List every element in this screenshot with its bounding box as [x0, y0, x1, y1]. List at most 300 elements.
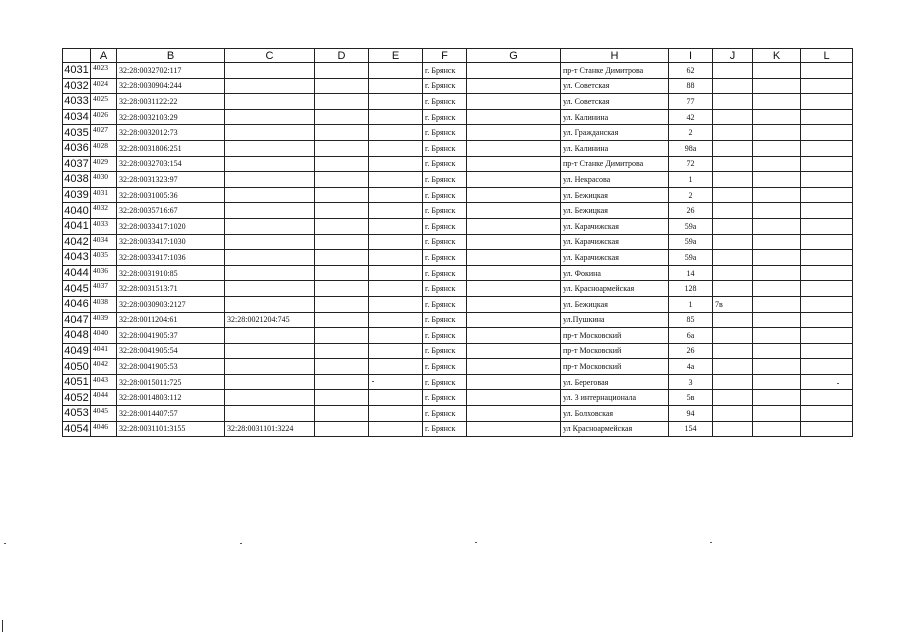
- cell-g[interactable]: [467, 359, 561, 375]
- cell-a[interactable]: 4034: [91, 234, 117, 250]
- cell-a[interactable]: 4033: [91, 218, 117, 234]
- cell-k[interactable]: [753, 359, 801, 375]
- row-number[interactable]: 4046: [64, 298, 89, 311]
- cell-h[interactable]: ул. Бежицкая: [561, 187, 669, 203]
- cell-e[interactable]: [369, 281, 423, 297]
- row-number[interactable]: 4051: [64, 376, 89, 389]
- cell-h[interactable]: ул. Советская: [561, 94, 669, 110]
- cell-h[interactable]: пр-т Московский: [561, 359, 669, 375]
- cell-e[interactable]: [369, 390, 423, 406]
- cell-e[interactable]: [369, 63, 423, 79]
- cell-l[interactable]: [801, 250, 853, 266]
- cell-k[interactable]: [753, 187, 801, 203]
- cell-k[interactable]: [753, 328, 801, 344]
- cell-c[interactable]: [225, 63, 315, 79]
- cell-e[interactable]: [369, 78, 423, 94]
- cell-g[interactable]: [467, 250, 561, 266]
- cell-d[interactable]: [315, 328, 369, 344]
- cell-j[interactable]: [713, 343, 753, 359]
- cell-f[interactable]: г. Брянск: [423, 63, 467, 79]
- cell-c[interactable]: [225, 218, 315, 234]
- cell-k[interactable]: [753, 203, 801, 219]
- cell-c[interactable]: [225, 109, 315, 125]
- cell-l[interactable]: [801, 140, 853, 156]
- cell-k[interactable]: [753, 172, 801, 188]
- row-number[interactable]: 4045: [64, 282, 89, 295]
- cell-c[interactable]: [225, 203, 315, 219]
- cell-f[interactable]: г. Брянск: [423, 109, 467, 125]
- cell-j[interactable]: [713, 125, 753, 141]
- cell-i[interactable]: 5в: [669, 390, 713, 406]
- column-header-f[interactable]: F: [423, 49, 467, 63]
- cell-h[interactable]: ул. Карачижская: [561, 250, 669, 266]
- cell-e[interactable]: [369, 374, 423, 390]
- cell-a[interactable]: 4045: [91, 406, 117, 422]
- cell-h[interactable]: ул. Калинина: [561, 140, 669, 156]
- cell-a[interactable]: 4040: [91, 328, 117, 344]
- cell-a[interactable]: 4042: [91, 359, 117, 375]
- row-number[interactable]: 4043: [64, 251, 89, 264]
- cell-i[interactable]: 98а: [669, 140, 713, 156]
- cell-d[interactable]: [315, 359, 369, 375]
- cell-k[interactable]: [753, 156, 801, 172]
- cell-c[interactable]: [225, 328, 315, 344]
- cell-j[interactable]: [713, 203, 753, 219]
- cell-e[interactable]: [369, 406, 423, 422]
- cell-b[interactable]: 32:28:0035716:67: [117, 203, 225, 219]
- cell-b[interactable]: 32:28:0033417:1020: [117, 218, 225, 234]
- column-header-i[interactable]: I: [669, 49, 713, 63]
- row-number[interactable]: 4050: [64, 360, 89, 373]
- cell-e[interactable]: [369, 109, 423, 125]
- cell-j[interactable]: [713, 156, 753, 172]
- cell-j[interactable]: [713, 328, 753, 344]
- cell-k[interactable]: [753, 218, 801, 234]
- cell-e[interactable]: [369, 296, 423, 312]
- row-number[interactable]: 4041: [64, 220, 89, 233]
- cell-k[interactable]: [753, 250, 801, 266]
- cell-a[interactable]: 4038: [91, 296, 117, 312]
- cell-d[interactable]: [315, 172, 369, 188]
- cell-a[interactable]: 4031: [91, 187, 117, 203]
- column-header-corner[interactable]: [63, 49, 91, 63]
- cell-c[interactable]: [225, 156, 315, 172]
- cell-f[interactable]: г. Брянск: [423, 140, 467, 156]
- cell-f[interactable]: г. Брянск: [423, 374, 467, 390]
- cell-f[interactable]: г. Брянск: [423, 328, 467, 344]
- cell-b[interactable]: 32:28:0041905:53: [117, 359, 225, 375]
- cell-b[interactable]: 32:28:0033417:1036: [117, 250, 225, 266]
- cell-j[interactable]: [713, 359, 753, 375]
- cell-k[interactable]: [753, 109, 801, 125]
- cell-g[interactable]: [467, 125, 561, 141]
- cell-c[interactable]: [225, 265, 315, 281]
- cell-f[interactable]: г. Брянск: [423, 421, 467, 437]
- cell-f[interactable]: г. Брянск: [423, 156, 467, 172]
- cell-g[interactable]: [467, 172, 561, 188]
- cell-l[interactable]: [801, 78, 853, 94]
- cell-d[interactable]: [315, 203, 369, 219]
- cell-d[interactable]: [315, 374, 369, 390]
- cell-i[interactable]: 85: [669, 312, 713, 328]
- cell-b[interactable]: 32:28:0041905:37: [117, 328, 225, 344]
- cell-d[interactable]: [315, 343, 369, 359]
- cell-g[interactable]: [467, 234, 561, 250]
- row-number[interactable]: 4047: [64, 313, 89, 326]
- cell-g[interactable]: [467, 63, 561, 79]
- cell-i[interactable]: 1: [669, 172, 713, 188]
- cell-e[interactable]: [369, 187, 423, 203]
- cell-l[interactable]: [801, 203, 853, 219]
- cell-d[interactable]: [315, 281, 369, 297]
- cell-b[interactable]: 32:28:0031101:3155: [117, 421, 225, 437]
- row-number[interactable]: 4052: [64, 391, 89, 404]
- cell-l[interactable]: [801, 312, 853, 328]
- cell-k[interactable]: [753, 343, 801, 359]
- cell-j[interactable]: [713, 250, 753, 266]
- cell-l[interactable]: [801, 172, 853, 188]
- cell-h[interactable]: ул. Красноармейская: [561, 281, 669, 297]
- cell-b[interactable]: 32:28:0041905:54: [117, 343, 225, 359]
- cell-c[interactable]: [225, 140, 315, 156]
- cell-d[interactable]: [315, 390, 369, 406]
- cell-i[interactable]: 59а: [669, 234, 713, 250]
- cell-k[interactable]: [753, 94, 801, 110]
- cell-a[interactable]: 4037: [91, 281, 117, 297]
- row-number[interactable]: 4040: [64, 204, 89, 217]
- cell-d[interactable]: [315, 265, 369, 281]
- cell-h[interactable]: ул. Калинина: [561, 109, 669, 125]
- row-number[interactable]: 4036: [64, 142, 89, 155]
- row-number[interactable]: 4039: [64, 189, 89, 202]
- cell-c[interactable]: [225, 125, 315, 141]
- cell-a[interactable]: 4024: [91, 78, 117, 94]
- cell-b[interactable]: 32:28:0030904:244: [117, 78, 225, 94]
- cell-l[interactable]: [801, 156, 853, 172]
- cell-b[interactable]: 32:28:0031005:36: [117, 187, 225, 203]
- cell-j[interactable]: [713, 421, 753, 437]
- row-number[interactable]: 4048: [64, 329, 89, 342]
- cell-d[interactable]: [315, 234, 369, 250]
- cell-i[interactable]: 59а: [669, 218, 713, 234]
- cell-i[interactable]: 26: [669, 343, 713, 359]
- cell-f[interactable]: г. Брянск: [423, 265, 467, 281]
- cell-l[interactable]: [801, 187, 853, 203]
- cell-h[interactable]: пр-т Станке Димитрова: [561, 63, 669, 79]
- cell-g[interactable]: [467, 78, 561, 94]
- cell-g[interactable]: [467, 156, 561, 172]
- cell-h[interactable]: ул. Бежицкая: [561, 203, 669, 219]
- column-header-a[interactable]: A: [91, 49, 117, 63]
- cell-a[interactable]: 4025: [91, 94, 117, 110]
- cell-g[interactable]: [467, 312, 561, 328]
- column-header-k[interactable]: K: [753, 49, 801, 63]
- cell-c[interactable]: [225, 343, 315, 359]
- cell-i[interactable]: 2: [669, 187, 713, 203]
- cell-g[interactable]: [467, 406, 561, 422]
- cell-g[interactable]: [467, 94, 561, 110]
- cell-b[interactable]: 32:28:0030903:2127: [117, 296, 225, 312]
- cell-a[interactable]: 4030: [91, 172, 117, 188]
- cell-g[interactable]: [467, 218, 561, 234]
- cell-c[interactable]: 32:28:0021204:745: [225, 312, 315, 328]
- cell-g[interactable]: [467, 109, 561, 125]
- cell-c[interactable]: [225, 374, 315, 390]
- cell-f[interactable]: г. Брянск: [423, 250, 467, 266]
- cell-h[interactable]: пр-т Московский: [561, 328, 669, 344]
- cell-b[interactable]: 32:28:0033417:1030: [117, 234, 225, 250]
- cell-b[interactable]: 32:28:0031513:71: [117, 281, 225, 297]
- cell-c[interactable]: [225, 172, 315, 188]
- cell-h[interactable]: ул. Советская: [561, 78, 669, 94]
- cell-f[interactable]: г. Брянск: [423, 390, 467, 406]
- row-number[interactable]: 4037: [64, 157, 89, 170]
- cell-c[interactable]: [225, 94, 315, 110]
- cell-d[interactable]: [315, 296, 369, 312]
- cell-c[interactable]: [225, 296, 315, 312]
- cell-j[interactable]: [713, 172, 753, 188]
- cell-j[interactable]: [713, 234, 753, 250]
- cell-k[interactable]: [753, 374, 801, 390]
- cell-l[interactable]: [801, 63, 853, 79]
- cell-i[interactable]: 59а: [669, 250, 713, 266]
- cell-h[interactable]: ул. Гражданская: [561, 125, 669, 141]
- cell-d[interactable]: [315, 63, 369, 79]
- cell-i[interactable]: 88: [669, 78, 713, 94]
- column-header-l[interactable]: L: [801, 49, 853, 63]
- cell-a[interactable]: 4035: [91, 250, 117, 266]
- cell-f[interactable]: г. Брянск: [423, 94, 467, 110]
- cell-f[interactable]: г. Брянск: [423, 187, 467, 203]
- cell-g[interactable]: [467, 390, 561, 406]
- cell-d[interactable]: [315, 94, 369, 110]
- cell-k[interactable]: [753, 125, 801, 141]
- cell-g[interactable]: [467, 328, 561, 344]
- cell-l[interactable]: [801, 281, 853, 297]
- cell-l[interactable]: [801, 406, 853, 422]
- cell-e[interactable]: [369, 125, 423, 141]
- cell-k[interactable]: [753, 421, 801, 437]
- cell-d[interactable]: [315, 156, 369, 172]
- cell-i[interactable]: 2: [669, 125, 713, 141]
- cell-l[interactable]: [801, 218, 853, 234]
- cell-i[interactable]: 72: [669, 156, 713, 172]
- cell-b[interactable]: 32:28:0032012:73: [117, 125, 225, 141]
- cell-h[interactable]: ул. 3 интернационала: [561, 390, 669, 406]
- cell-i[interactable]: 14: [669, 265, 713, 281]
- cell-g[interactable]: [467, 265, 561, 281]
- cell-f[interactable]: г. Брянск: [423, 296, 467, 312]
- row-number[interactable]: 4049: [64, 344, 89, 357]
- cell-d[interactable]: [315, 109, 369, 125]
- cell-a[interactable]: 4023: [91, 63, 117, 79]
- cell-d[interactable]: [315, 140, 369, 156]
- cell-l[interactable]: [801, 125, 853, 141]
- cell-f[interactable]: г. Брянск: [423, 172, 467, 188]
- cell-h[interactable]: ул. Бежицкая: [561, 296, 669, 312]
- cell-a[interactable]: 4036: [91, 265, 117, 281]
- cell-f[interactable]: г. Брянск: [423, 406, 467, 422]
- cell-f[interactable]: г. Брянск: [423, 281, 467, 297]
- cell-c[interactable]: [225, 359, 315, 375]
- cell-l[interactable]: [801, 94, 853, 110]
- cell-e[interactable]: [369, 156, 423, 172]
- cell-d[interactable]: [315, 187, 369, 203]
- cell-b[interactable]: 32:28:0015011:725: [117, 374, 225, 390]
- cell-j[interactable]: 7в: [713, 296, 753, 312]
- cell-b[interactable]: 32:28:0014407:57: [117, 406, 225, 422]
- cell-e[interactable]: [369, 203, 423, 219]
- cell-f[interactable]: г. Брянск: [423, 359, 467, 375]
- row-number[interactable]: 4044: [64, 267, 89, 280]
- cell-f[interactable]: г. Брянск: [423, 78, 467, 94]
- cell-l[interactable]: [801, 374, 853, 390]
- cell-h[interactable]: ул. Болховская: [561, 406, 669, 422]
- cell-b[interactable]: 32:28:0031323:97: [117, 172, 225, 188]
- cell-b[interactable]: 32:28:0032103:29: [117, 109, 225, 125]
- cell-k[interactable]: [753, 265, 801, 281]
- cell-c[interactable]: [225, 187, 315, 203]
- cell-l[interactable]: [801, 359, 853, 375]
- cell-f[interactable]: г. Брянск: [423, 203, 467, 219]
- cell-a[interactable]: 4046: [91, 421, 117, 437]
- cell-j[interactable]: [713, 218, 753, 234]
- cell-h[interactable]: пр-т Станке Димитрова: [561, 156, 669, 172]
- column-header-e[interactable]: E: [369, 49, 423, 63]
- cell-h[interactable]: ул. Береговая: [561, 374, 669, 390]
- cell-f[interactable]: г. Брянск: [423, 218, 467, 234]
- cell-g[interactable]: [467, 140, 561, 156]
- cell-g[interactable]: [467, 296, 561, 312]
- cell-e[interactable]: [369, 421, 423, 437]
- column-header-h[interactable]: H: [561, 49, 669, 63]
- cell-h[interactable]: ул. Фокина: [561, 265, 669, 281]
- cell-c[interactable]: [225, 234, 315, 250]
- cell-l[interactable]: [801, 265, 853, 281]
- cell-d[interactable]: [315, 421, 369, 437]
- cell-j[interactable]: [713, 78, 753, 94]
- cell-i[interactable]: 4а: [669, 359, 713, 375]
- cell-e[interactable]: [369, 265, 423, 281]
- cell-i[interactable]: 94: [669, 406, 713, 422]
- cell-h[interactable]: ул. Карачижская: [561, 234, 669, 250]
- cell-a[interactable]: 4027: [91, 125, 117, 141]
- cell-l[interactable]: [801, 296, 853, 312]
- cell-d[interactable]: [315, 250, 369, 266]
- cell-j[interactable]: [713, 109, 753, 125]
- cell-b[interactable]: 32:28:0032703:154: [117, 156, 225, 172]
- cell-a[interactable]: 4044: [91, 390, 117, 406]
- cell-i[interactable]: 128: [669, 281, 713, 297]
- cell-k[interactable]: [753, 296, 801, 312]
- cell-c[interactable]: [225, 390, 315, 406]
- cell-e[interactable]: [369, 218, 423, 234]
- cell-k[interactable]: [753, 234, 801, 250]
- cell-j[interactable]: [713, 312, 753, 328]
- row-number[interactable]: 4038: [64, 173, 89, 186]
- cell-i[interactable]: 3: [669, 374, 713, 390]
- cell-c[interactable]: 32:28:0031101:3224: [225, 421, 315, 437]
- row-number[interactable]: 4054: [64, 422, 89, 435]
- cell-f[interactable]: г. Брянск: [423, 234, 467, 250]
- cell-g[interactable]: [467, 203, 561, 219]
- cell-f[interactable]: г. Брянск: [423, 312, 467, 328]
- cell-a[interactable]: 4028: [91, 140, 117, 156]
- cell-b[interactable]: 32:28:0031122:22: [117, 94, 225, 110]
- cell-f[interactable]: г. Брянск: [423, 343, 467, 359]
- cell-h[interactable]: ул. Карачижская: [561, 218, 669, 234]
- cell-l[interactable]: [801, 390, 853, 406]
- cell-j[interactable]: [713, 281, 753, 297]
- cell-j[interactable]: [713, 140, 753, 156]
- cell-i[interactable]: 1: [669, 296, 713, 312]
- row-number[interactable]: 4034: [64, 111, 89, 124]
- cell-h[interactable]: пр-т Московский: [561, 343, 669, 359]
- row-number[interactable]: 4031: [64, 64, 89, 77]
- cell-l[interactable]: [801, 421, 853, 437]
- cell-j[interactable]: [713, 406, 753, 422]
- cell-h[interactable]: ул.Пушкина: [561, 312, 669, 328]
- cell-g[interactable]: [467, 343, 561, 359]
- column-header-b[interactable]: B: [117, 49, 225, 63]
- cell-j[interactable]: [713, 187, 753, 203]
- cell-d[interactable]: [315, 78, 369, 94]
- cell-i[interactable]: 42: [669, 109, 713, 125]
- cell-c[interactable]: [225, 406, 315, 422]
- cell-i[interactable]: 6а: [669, 328, 713, 344]
- cell-j[interactable]: [713, 63, 753, 79]
- cell-c[interactable]: [225, 78, 315, 94]
- row-number[interactable]: 4053: [64, 407, 89, 420]
- cell-e[interactable]: [369, 312, 423, 328]
- cell-d[interactable]: [315, 312, 369, 328]
- cell-a[interactable]: 4041: [91, 343, 117, 359]
- cell-a[interactable]: 4032: [91, 203, 117, 219]
- row-number[interactable]: 4042: [64, 235, 89, 248]
- cell-i[interactable]: 154: [669, 421, 713, 437]
- cell-d[interactable]: [315, 125, 369, 141]
- cell-j[interactable]: [713, 94, 753, 110]
- cell-k[interactable]: [753, 312, 801, 328]
- cell-e[interactable]: [369, 328, 423, 344]
- cell-a[interactable]: 4039: [91, 312, 117, 328]
- cell-h[interactable]: ул Красноармейская: [561, 421, 669, 437]
- cell-c[interactable]: [225, 250, 315, 266]
- cell-b[interactable]: 32:28:0031910:85: [117, 265, 225, 281]
- cell-b[interactable]: 32:28:0014803:112: [117, 390, 225, 406]
- cell-d[interactable]: [315, 218, 369, 234]
- cell-e[interactable]: [369, 359, 423, 375]
- cell-g[interactable]: [467, 374, 561, 390]
- row-number[interactable]: 4035: [64, 126, 89, 139]
- cell-e[interactable]: [369, 140, 423, 156]
- cell-e[interactable]: [369, 172, 423, 188]
- cell-k[interactable]: [753, 63, 801, 79]
- cell-d[interactable]: [315, 406, 369, 422]
- cell-f[interactable]: г. Брянск: [423, 125, 467, 141]
- cell-j[interactable]: [713, 390, 753, 406]
- cell-a[interactable]: 4043: [91, 374, 117, 390]
- row-number[interactable]: 4032: [64, 79, 89, 92]
- cell-l[interactable]: [801, 234, 853, 250]
- cell-e[interactable]: [369, 343, 423, 359]
- cell-k[interactable]: [753, 140, 801, 156]
- cell-i[interactable]: 26: [669, 203, 713, 219]
- row-number[interactable]: 4033: [64, 95, 89, 108]
- cell-g[interactable]: [467, 421, 561, 437]
- cell-a[interactable]: 4026: [91, 109, 117, 125]
- cell-e[interactable]: [369, 250, 423, 266]
